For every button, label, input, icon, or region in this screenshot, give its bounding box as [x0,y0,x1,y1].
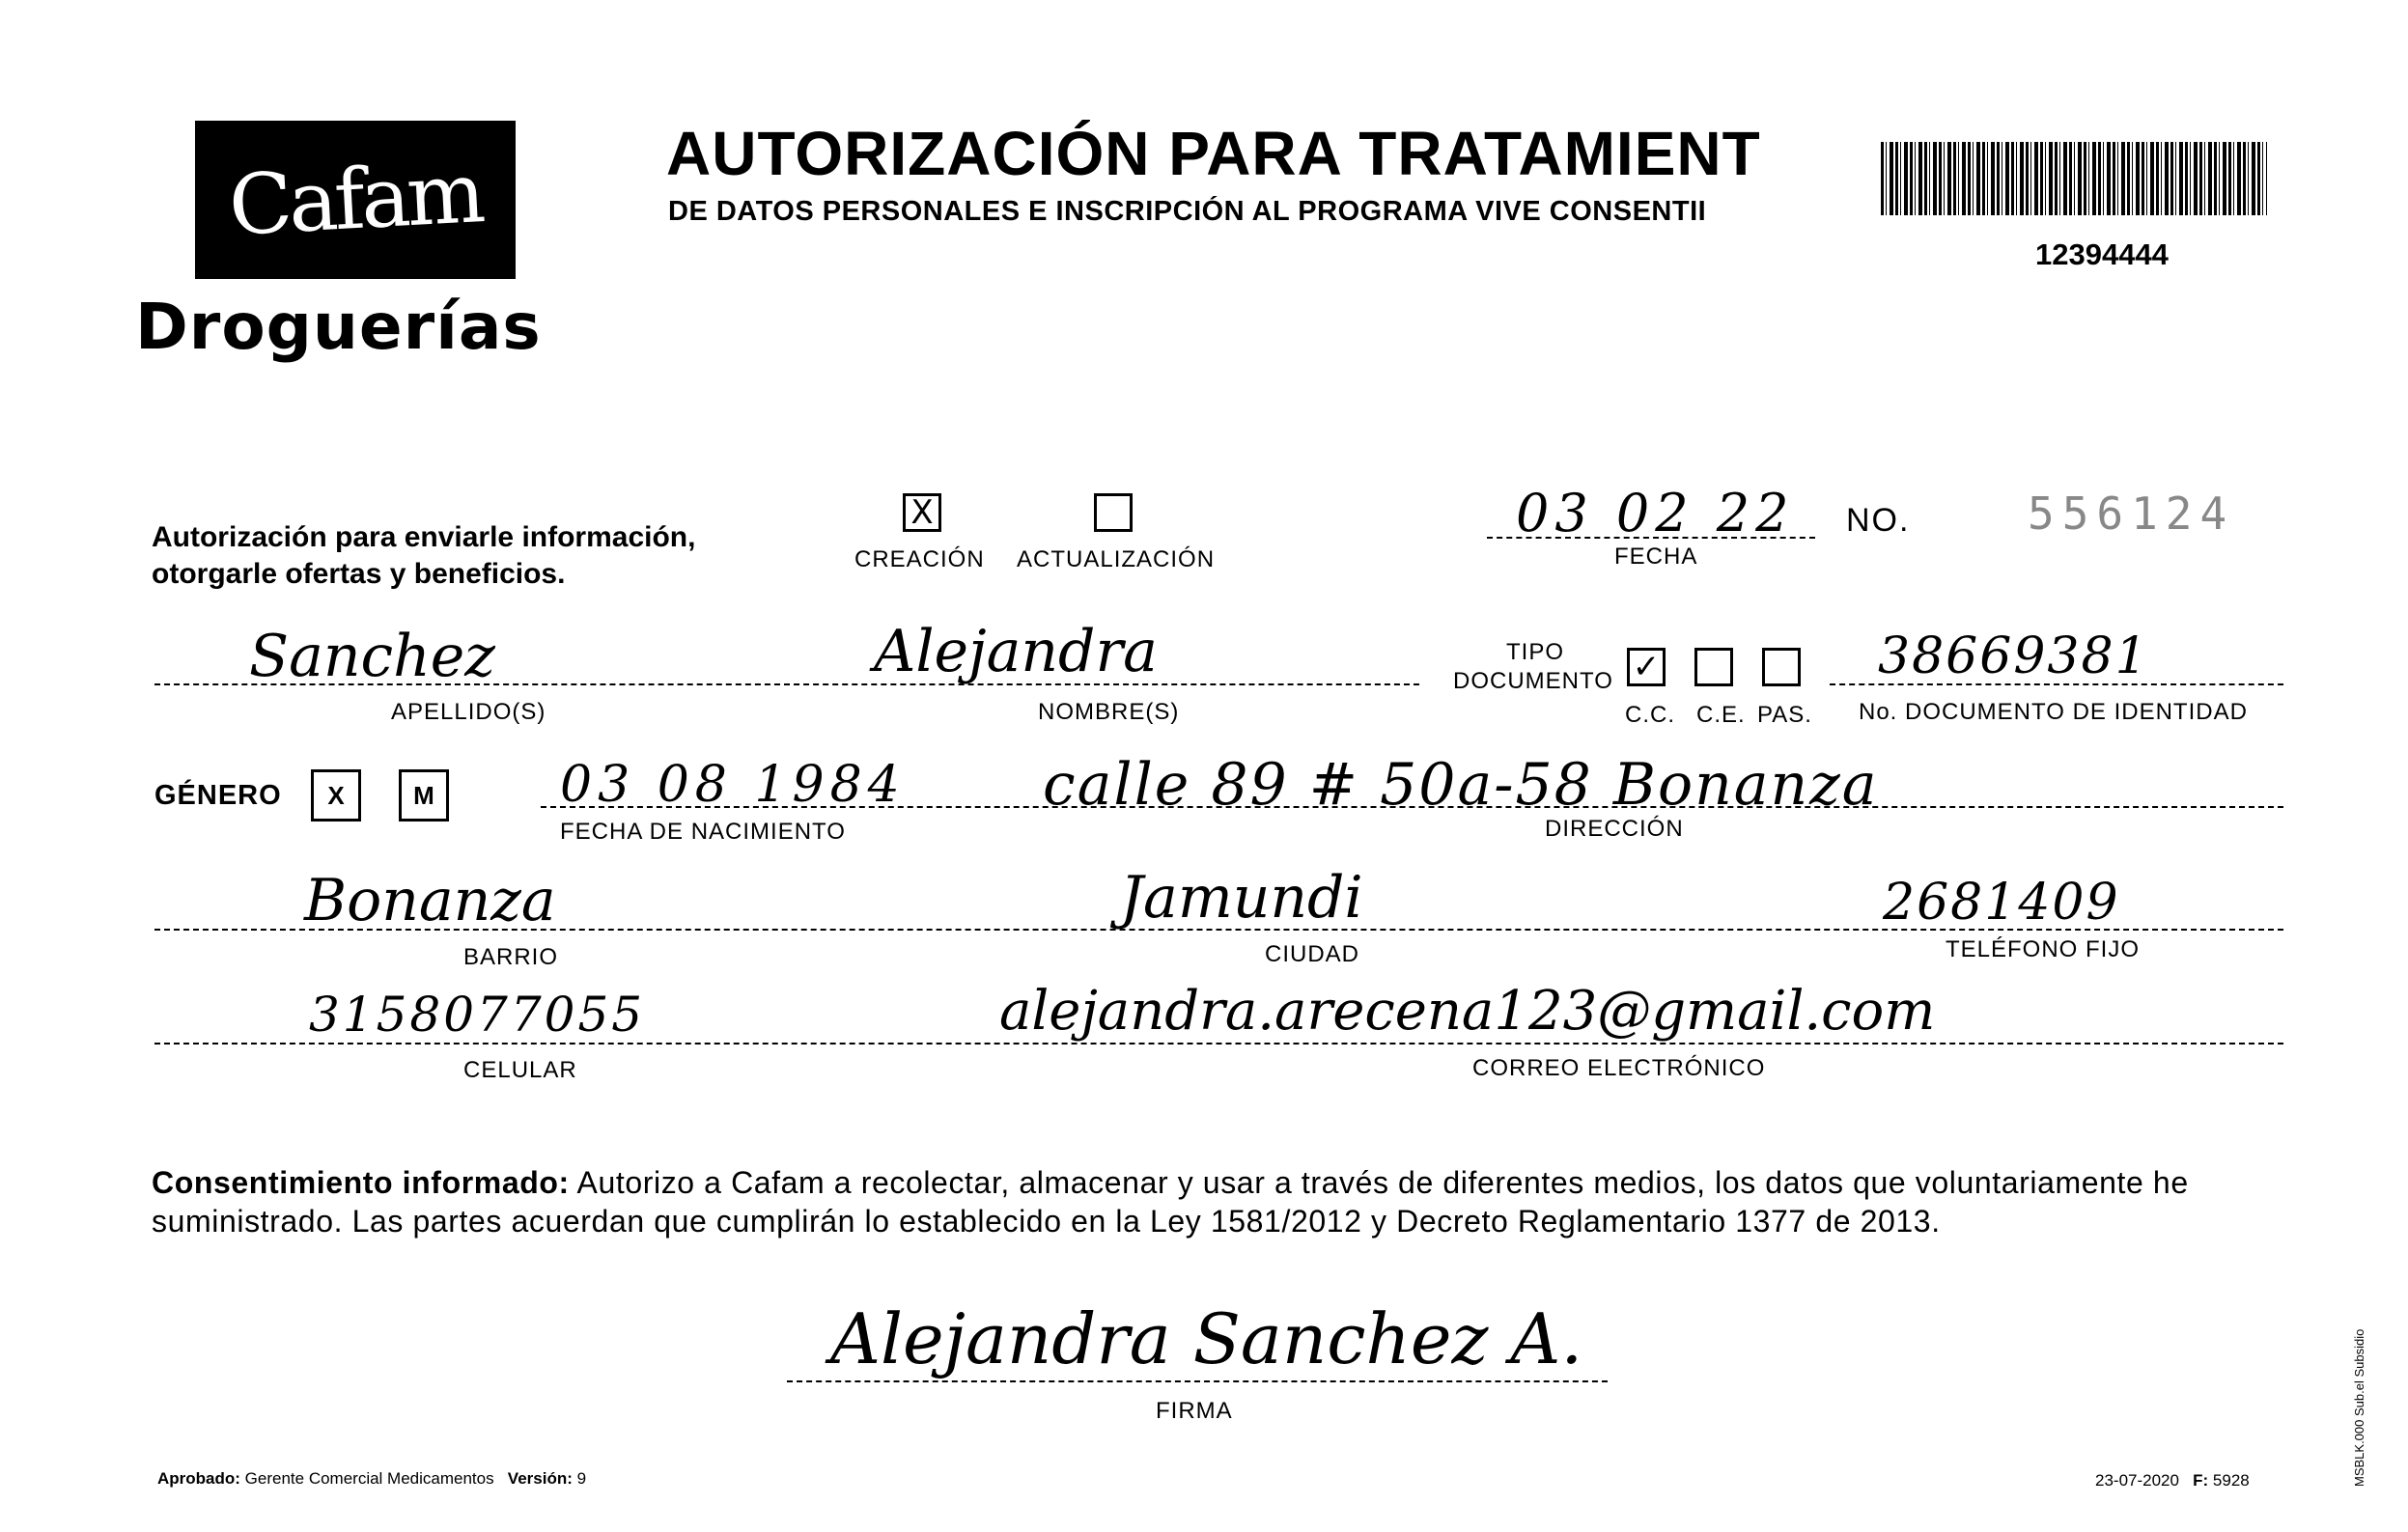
actualizacion-checkbox[interactable] [1094,493,1133,532]
doc-number-label: No. DOCUMENTO DE IDENTIDAD [1859,699,2248,725]
telefono-label: TELÉFONO FIJO [1946,936,2141,962]
barrio-value[interactable]: Bonanza [304,867,556,934]
correo-value[interactable]: alejandra.arecena123@gmail.com [999,980,1936,1043]
ciudad-label: CIUDAD [1265,941,1360,967]
consent-text: Autorizo a Cafam a recolectar, almacenar y usar a través de diferentes medios, los datos que voluntariamente he suministrado. Las partes acuerdan que cumplirán lo establecido en la Ley 1581/2012 y Decreto Reglamentario 1377 de 2013. [152,1165,2189,1239]
intro-text: Autorización para enviarle información, otorgarle ofertas y beneficios. [152,521,696,590]
pas-label: PAS. [1757,702,1812,728]
tipo-label: TIPO [1506,639,1565,665]
creacion-label: CREACIÓN [854,546,985,572]
genero-m-checkbox[interactable]: M [399,769,449,822]
genero-label: GÉNERO [154,780,282,811]
nombres-value[interactable]: Alejandra [874,618,1158,685]
barcode-number: 12394444 [2035,237,2169,271]
pas-checkbox[interactable] [1762,648,1801,686]
signature-line [787,1380,1608,1382]
creacion-checkbox[interactable]: X [903,493,941,532]
nacimiento-label: FECHA DE NACIMIENTO [560,819,846,845]
signature-label: FIRMA [1156,1398,1233,1424]
doc-number-value[interactable]: 38669381 [1878,627,2149,685]
telefono-value[interactable]: 2681409 [1883,874,2120,932]
direccion-label: DIRECCIÓN [1545,816,1684,842]
cc-label: C.C. [1625,702,1675,728]
footer-approval: Aprobado: Gerente Comercial Medicamentos Versión: 9 [157,1469,587,1488]
nombres-label: NOMBRE(S) [1038,699,1180,725]
consent-paragraph [152,1163,2276,1240]
cc-checkbox[interactable]: ✓ [1627,648,1666,686]
side-print-text: MSBLK.000 Sub.el Subsidio [2352,1328,2366,1487]
brand-subtitle: Droguerías [135,290,542,364]
ciudad-value[interactable]: Jamundi [1120,864,1363,932]
nacimiento-value[interactable]: 03 08 1984 [560,756,906,814]
celular-label: CELULAR [463,1057,577,1083]
footer-date-code: 23-07-2020 F: 5928 [2095,1471,2250,1490]
ce-checkbox[interactable] [1694,648,1733,686]
documento-label: DOCUMENTO [1453,668,1613,694]
no-label: NO. [1846,502,1911,539]
consent-heading: Consentimiento informado: [152,1165,570,1200]
barrio-label: BARRIO [463,944,559,970]
genero-f-checkbox[interactable]: X [311,769,361,822]
barcode [1881,142,2267,215]
serial-number: 556124 [2028,487,2235,540]
actualizacion-label: ACTUALIZACIÓN [1017,546,1216,572]
celular-value[interactable]: 3158077055 [309,987,646,1043]
fecha-label: FECHA [1614,543,1698,570]
form-title: AUTORIZACIÓN PARA TRATAMIENT [666,119,1761,188]
ce-label: C.E. [1696,702,1746,728]
form-subtitle: DE DATOS PERSONALES E INSCRIPCIÓN AL PROGRAMA VIVE CONSENTII [668,196,1707,227]
row5-line [154,1043,2283,1045]
signature[interactable]: Alejandra Sanchez A. [830,1298,1583,1379]
direccion-value[interactable]: calle 89 # 50a-58 Bonanza [1043,751,1879,819]
apellidos-label: APELLIDO(S) [391,699,546,725]
fecha-value[interactable]: 03 02 22 [1516,483,1795,543]
apellidos-value[interactable]: Sanchez [249,623,495,690]
correo-label: CORREO ELECTRÓNICO [1472,1055,1766,1081]
cafam-logo: Cafam [195,121,516,279]
